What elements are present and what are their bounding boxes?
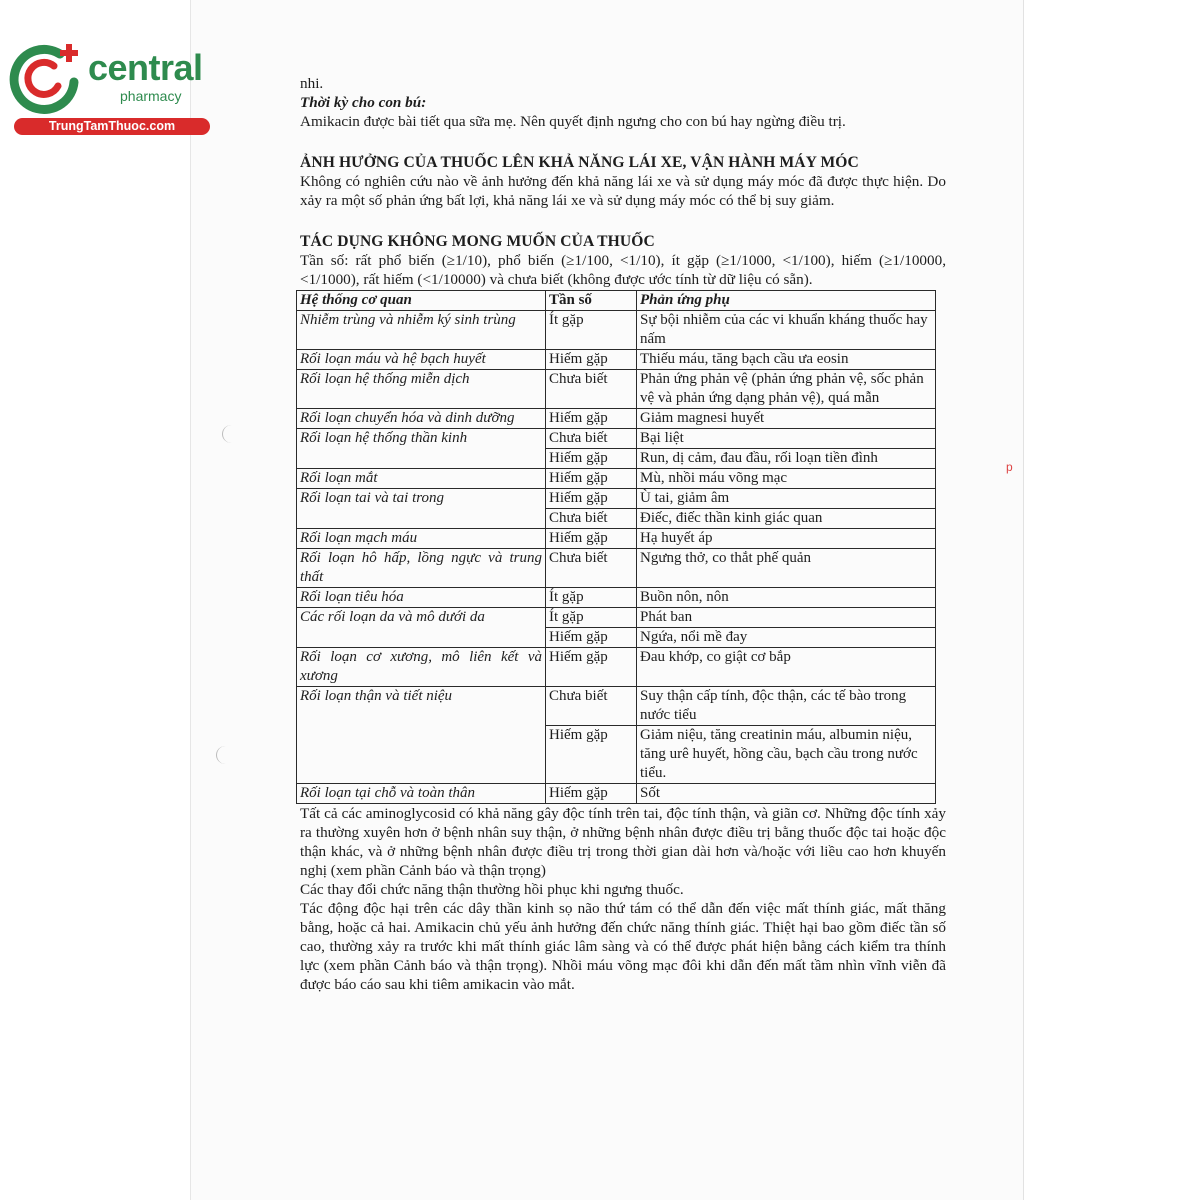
frequency-cell: Hiếm gặp — [546, 628, 637, 648]
system-cell: Các rối loạn da và mô dưới da — [297, 608, 546, 648]
frequency-cell: Chưa biết — [546, 549, 637, 588]
stamp-mark-icon: p — [1006, 460, 1013, 474]
frequency-cell: Hiếm gặp — [546, 726, 637, 784]
system-cell: Rối loạn hô hấp, lồng ngực và trung thất — [297, 549, 546, 588]
system-cell: Rối loạn hệ thống thần kinh — [297, 429, 546, 469]
system-cell: Rối loạn tai và tai trong — [297, 489, 546, 529]
after-paragraph: Tác động độc hại trên các dây thần kinh sọ não thứ tám có thể dẫn đến việc mất thính giác, mất thăng bằng, hoặc cả hai. Amikacin chủ yếu ảnh hưởng đến chức năng thính giác. Thiệt hại bao gồm điếc tần số cao, thường xảy ra trước khi mất thính giác lâm sàng và có thể được phát hiện bằng cách kiểm tra thính lực (xem phần Cảnh báo và thận trọng). Nhồi máu võng mạc đôi khi dẫn đến mất tầm nhìn vĩnh viễn đã được báo cáo sau khi tiêm amikacin vào mắt. — [300, 900, 946, 993]
frequency-cell: Hiếm gặp — [546, 529, 637, 549]
breastfeeding-text: Amikacin được bài tiết qua sữa mẹ. Nên quyết định ngưng cho con bú hay ngừng điều trị. — [300, 113, 846, 130]
table-row — [297, 648, 936, 687]
document-body — [300, 74, 946, 994]
system-cell: Rối loạn thận và tiết niệu — [297, 687, 546, 784]
system-cell: Rối loạn cơ xương, mô liên kết và xương — [297, 648, 546, 687]
punch-hole — [222, 425, 241, 443]
system-cell: Rối loạn tại chỗ và toàn thân — [297, 784, 546, 804]
reaction-cell: Thiếu máu, tăng bạch cầu ưa eosin — [637, 350, 936, 370]
frequency-cell: Chưa biết — [546, 429, 637, 449]
system-cell: Nhiễm trùng và nhiễm ký sinh trùng — [297, 311, 546, 350]
frequency-cell: Chưa biết — [546, 370, 637, 409]
frequency-cell: Ít gặp — [546, 311, 637, 350]
system-cell: Rối loạn mắt — [297, 469, 546, 489]
reaction-cell: Phát ban — [637, 608, 936, 628]
brand-subtitle: pharmacy — [120, 88, 182, 104]
header-system: Hệ thống cơ quan — [297, 291, 546, 311]
system-cell: Rối loạn chuyển hóa và dinh dưỡng — [297, 409, 546, 429]
frequency-cell: Chưa biết — [546, 687, 637, 726]
table-row — [297, 529, 936, 549]
reaction-cell: Giảm niệu, tăng creatinin máu, albumin niệu, tăng urê huyết, hồng cầu, bạch cầu trong nước tiểu. — [637, 726, 936, 784]
table-row — [297, 469, 936, 489]
reaction-cell: Sốt — [637, 784, 936, 804]
reaction-cell: Phản ứng phản vệ (phản ứng phản vệ, sốc phản vệ và phản ứng dạng phản vệ), quá mẫn — [637, 370, 936, 409]
frequency-cell: Chưa biết — [546, 509, 637, 529]
system-cell: Rối loạn tiêu hóa — [297, 588, 546, 608]
table-row — [297, 489, 936, 509]
table-header-row — [297, 291, 936, 311]
intro-line: nhi. — [300, 75, 324, 92]
frequency-cell: Hiếm gặp — [546, 449, 637, 469]
frequency-cell: Hiếm gặp — [546, 469, 637, 489]
punch-hole — [216, 746, 235, 764]
table-row — [297, 588, 936, 608]
table-row — [297, 311, 936, 350]
reaction-cell: Mù, nhồi máu võng mạc — [637, 469, 936, 489]
logo-mark-icon — [8, 36, 88, 116]
adverse-heading: TÁC DỤNG KHÔNG MONG MUỐN CỦA THUỐC — [300, 233, 655, 250]
brand-site: TrungTamThuoc.com — [14, 118, 210, 135]
frequency-cell: Ít gặp — [546, 588, 637, 608]
driving-text: Không có nghiên cứu nào về ảnh hưởng đến khả năng lái xe và sử dụng máy móc đã được thực hiện. Do xảy ra một số phản ứng bất lợi, khả năng lái xe và sử dụng máy móc có thể bị suy giảm. — [300, 173, 946, 209]
reaction-cell: Giảm magnesi huyết — [637, 409, 936, 429]
header-reaction: Phản ứng phụ — [637, 291, 936, 311]
breastfeeding-title: Thời kỳ cho con bú: — [300, 94, 427, 111]
reaction-cell: Ù tai, giảm âm — [637, 489, 936, 509]
adverse-intro: Tần số: rất phổ biến (≥1/10), phổ biến (≥1/100, <1/10), ít gặp (≥1/1000, <1/100), hiếm (≥1/10000, <1/1000), rất hiếm (<1/10000) và chưa biết (không được ước tính từ dữ liệu có sẵn). — [300, 252, 946, 288]
reaction-cell: Suy thận cấp tính, độc thận, các tế bào trong nước tiểu — [637, 687, 936, 726]
table-row — [297, 687, 936, 726]
header-frequency: Tần số — [546, 291, 637, 311]
brand-name: central — [88, 47, 203, 88]
table-body — [297, 311, 936, 804]
after-paragraph: Tất cả các aminoglycosid có khả năng gây độc tính trên tai, độc tính thận, và giãn cơ. Những độc tính xảy ra thường xuyên hơn ở bệnh nhân suy thận, ở những bệnh nhân được điều trị bằng thuốc độc tai hoặc độc thận khác, và ở những bệnh nhân được điều trị trong thời gian dài hơn và/hoặc với liều cao hơn khuyến nghị (xem phần Cảnh báo và thận trọng) — [300, 805, 946, 879]
reaction-cell: Ngưng thở, co thắt phế quản — [637, 549, 936, 588]
reaction-cell: Ngứa, nổi mề đay — [637, 628, 936, 648]
system-cell: Rối loạn máu và hệ bạch huyết — [297, 350, 546, 370]
frequency-cell: Ít gặp — [546, 608, 637, 628]
system-cell: Rối loạn hệ thống miễn dịch — [297, 370, 546, 409]
after-paragraph: Các thay đổi chức năng thận thường hồi phục khi ngưng thuốc. — [300, 881, 684, 898]
reaction-cell: Bại liệt — [637, 429, 936, 449]
table-row — [297, 350, 936, 370]
frequency-cell: Hiếm gặp — [546, 648, 637, 687]
table-row — [297, 608, 936, 628]
frequency-cell: Hiếm gặp — [546, 489, 637, 509]
frequency-cell: Hiếm gặp — [546, 784, 637, 804]
reaction-cell: Run, dị cảm, đau đầu, rối loạn tiền đình — [637, 449, 936, 469]
reaction-cell: Sự bội nhiễm của các vi khuẩn kháng thuốc hay nấm — [637, 311, 936, 350]
reaction-cell: Điếc, điếc thần kinh giác quan — [637, 509, 936, 529]
frequency-cell: Hiếm gặp — [546, 350, 637, 370]
reaction-cell: Hạ huyết áp — [637, 529, 936, 549]
table-row — [297, 370, 936, 409]
table-row — [297, 429, 936, 449]
reaction-cell: Đau khớp, co giật cơ bắp — [637, 648, 936, 687]
table-row — [297, 409, 936, 429]
table-row — [297, 549, 936, 588]
adverse-effects-table — [296, 290, 936, 804]
system-cell: Rối loạn mạch máu — [297, 529, 546, 549]
table-row — [297, 784, 936, 804]
reaction-cell: Buồn nôn, nôn — [637, 588, 936, 608]
frequency-cell: Hiếm gặp — [546, 409, 637, 429]
driving-heading: ẢNH HƯỞNG CỦA THUỐC LÊN KHẢ NĂNG LÁI XE, VẬN HÀNH MÁY MÓC — [300, 154, 859, 171]
